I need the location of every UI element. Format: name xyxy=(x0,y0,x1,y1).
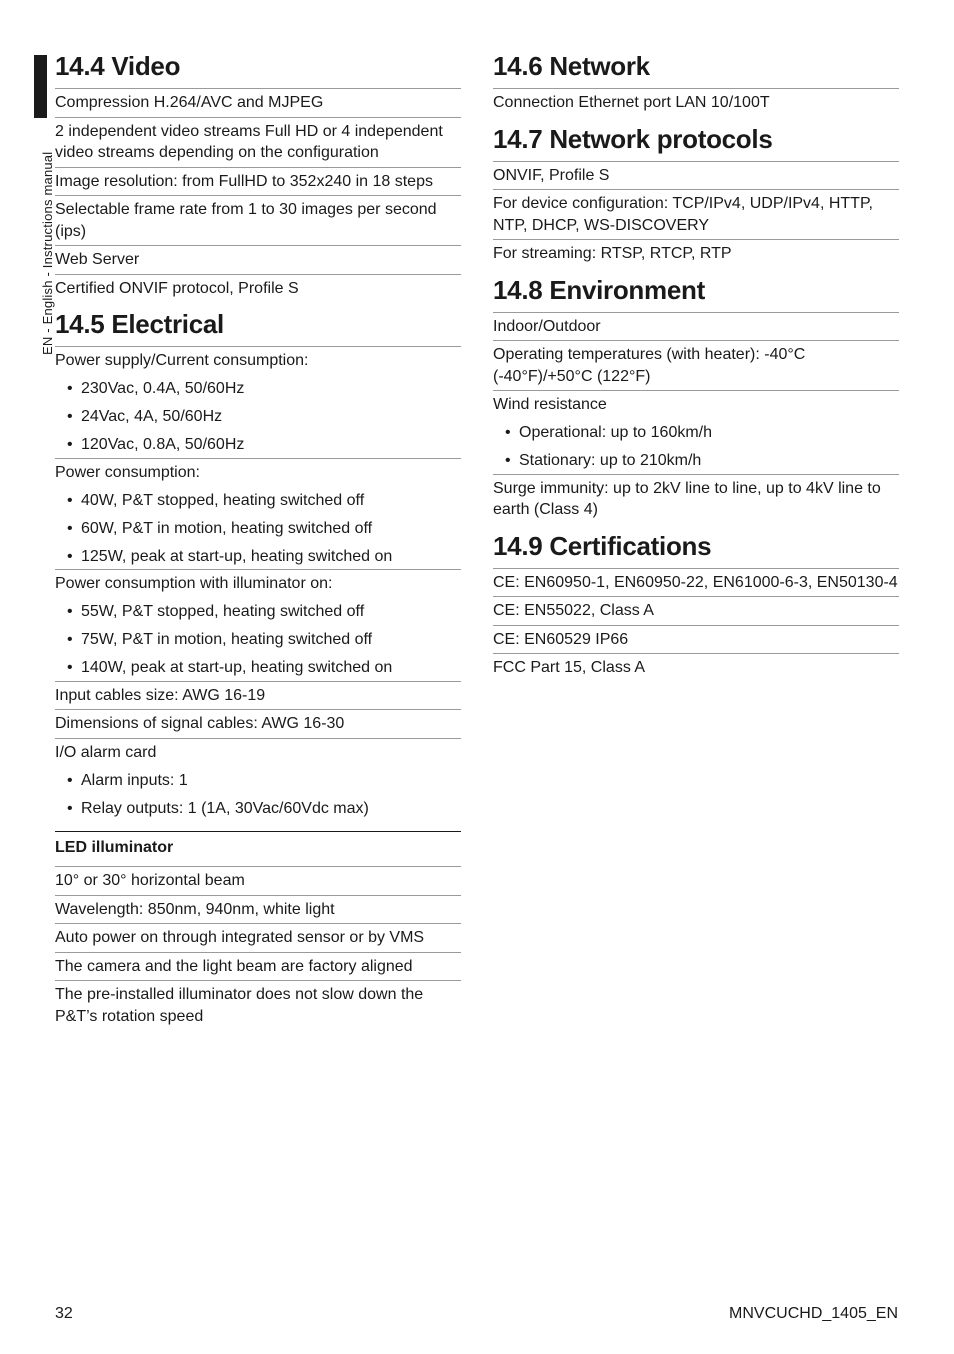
spec-row: The pre-installed illuminator does not slow down the P&T’s rotation speed xyxy=(55,986,424,1025)
spec-row: Operating temperatures (with heater): -40°C (-40°F)/+50°C (122°F) xyxy=(493,341,899,391)
spec-row: For device configuration: TCP/IPv4, UDP/IPv4, HTTP, NTP, DHCP, WS-DISCOVERY xyxy=(493,190,899,240)
spec-group xyxy=(55,739,461,822)
section-network-protocols xyxy=(493,123,899,268)
bullet-dot: • xyxy=(67,491,73,509)
bullet-dot: • xyxy=(67,519,73,537)
bullet-item xyxy=(55,378,461,400)
bullet-dot: • xyxy=(67,547,73,565)
bullet-item xyxy=(55,518,461,540)
section-video xyxy=(55,50,461,302)
spec-row: The camera and the light beam are factory aligned xyxy=(55,953,461,982)
spec-group xyxy=(55,459,461,571)
section-title-network: 14.6 Network xyxy=(493,50,899,89)
document-code: MNVCUCHD_1405_EN xyxy=(729,1305,898,1322)
bullet-item xyxy=(55,434,461,456)
bullet-text: 120Vac, 0.8A, 50/60Hz xyxy=(81,436,245,453)
section-certifications xyxy=(493,530,899,682)
bullet-item xyxy=(55,490,461,512)
spec-row: Selectable frame rate from 1 to 30 images per second (ips) xyxy=(55,196,461,246)
section-title-network-protocols: 14.7 Network protocols xyxy=(493,123,899,162)
bullet-text: Alarm inputs: 1 xyxy=(81,771,188,789)
bullet-text: Operational: up to 160km/h xyxy=(519,424,713,441)
bullet-dot: • xyxy=(67,603,73,620)
spec-row: Surge immunity: up to 2kV line to line, up to 4kV line to earth (Class 4) xyxy=(493,479,881,518)
spec-row: Auto power on through integrated sensor or by VMS xyxy=(55,924,461,953)
bullet-dot: • xyxy=(67,380,73,397)
bullet-item xyxy=(55,629,461,651)
bullet-dot: • xyxy=(67,771,73,789)
section-network xyxy=(493,50,899,117)
section-electrical xyxy=(55,308,461,1030)
spec-row: CE: EN55022, Class A xyxy=(493,597,899,626)
spec-row: Web Server xyxy=(55,246,461,275)
spec-row: 2 independent video streams Full HD or 4 independent video streams depending on the configuration xyxy=(55,118,461,168)
side-marker-bar xyxy=(34,55,47,118)
bullet-text: 230Vac, 0.4A, 50/60Hz xyxy=(81,380,245,397)
bullet-item xyxy=(493,422,899,444)
bullet-text: Stationary: up to 210km/h xyxy=(519,452,702,469)
page-number: 32 xyxy=(55,1305,73,1322)
section-title-video: 14.4 Video xyxy=(55,50,461,89)
spec-group-head: Wind resistance xyxy=(493,396,607,413)
bullet-dot: • xyxy=(505,424,511,441)
section-title-environment: 14.8 Environment xyxy=(493,274,899,313)
spec-row: Wavelength: 850nm, 940nm, white light xyxy=(55,896,461,925)
bullet-item xyxy=(55,798,461,820)
section-title-electrical: 14.5 Electrical xyxy=(55,308,461,347)
spec-row: CE: EN60529 IP66 xyxy=(493,626,899,655)
spec-group-head: Power consumption: xyxy=(55,463,200,481)
spec-group xyxy=(55,570,461,682)
bullet-dot: • xyxy=(67,436,73,453)
spec-row: FCC Part 15, Class A xyxy=(493,659,646,676)
left-column xyxy=(55,50,461,1036)
spec-row: Certified ONVIF protocol, Profile S xyxy=(55,279,299,297)
spec-row: Connection Ethernet port LAN 10/100T xyxy=(493,94,770,111)
spec-group xyxy=(493,391,899,475)
spec-group-head: Power supply/Current consumption: xyxy=(55,352,309,369)
spec-row: CE: EN60950-1, EN60950-22, EN61000-6-3, EN50130-4 xyxy=(493,569,899,598)
section-environment xyxy=(493,274,899,524)
spec-group-head: I/O alarm card xyxy=(55,743,157,761)
bullet-text: 55W, P&T stopped, heating switched off xyxy=(81,603,365,620)
section-title-certifications: 14.9 Certifications xyxy=(493,530,899,569)
bullet-text: 24Vac, 4A, 50/60Hz xyxy=(81,408,223,425)
bullet-text: 125W, peak at start-up, heating switched on xyxy=(81,547,393,565)
right-column xyxy=(493,50,899,688)
bullet-text: Relay outputs: 1 (1A, 30Vac/60Vdc max) xyxy=(81,799,369,817)
spec-row: Dimensions of signal cables: AWG 16-30 xyxy=(55,710,461,739)
bullet-text: 140W, peak at start-up, heating switched on xyxy=(81,659,393,676)
bullet-text: 60W, P&T in motion, heating switched off xyxy=(81,519,373,537)
bullet-dot: • xyxy=(67,408,73,425)
bullet-item xyxy=(55,546,461,568)
side-label: EN - English - Instructions manual xyxy=(40,151,55,355)
spec-row: Indoor/Outdoor xyxy=(493,313,899,342)
bullet-item xyxy=(55,601,461,623)
bullet-item xyxy=(493,450,899,472)
bullet-dot: • xyxy=(67,631,73,648)
bullet-item xyxy=(55,657,461,679)
bullet-item xyxy=(55,770,461,792)
spec-row: Compression H.264/AVC and MJPEG xyxy=(55,89,461,118)
bullet-text: 75W, P&T in motion, heating switched off xyxy=(81,631,373,648)
subsection-title-led: LED illuminator xyxy=(55,831,461,867)
bullet-text: 40W, P&T stopped, heating switched off xyxy=(81,491,365,509)
bullet-item xyxy=(55,406,461,428)
spec-group xyxy=(55,347,461,459)
spec-row: ONVIF, Profile S xyxy=(493,162,899,191)
spec-row: Image resolution: from FullHD to 352x240 in 18 steps xyxy=(55,168,461,197)
spec-group-head: Power consumption with illuminator on: xyxy=(55,575,333,592)
spec-row: 10° or 30° horizontal beam xyxy=(55,867,461,896)
bullet-dot: • xyxy=(67,799,73,817)
bullet-dot: • xyxy=(505,452,511,469)
spec-row: Input cables size: AWG 16-19 xyxy=(55,682,461,711)
bullet-dot: • xyxy=(67,659,73,676)
spec-row: For streaming: RTSP, RTCP, RTP xyxy=(493,245,732,262)
